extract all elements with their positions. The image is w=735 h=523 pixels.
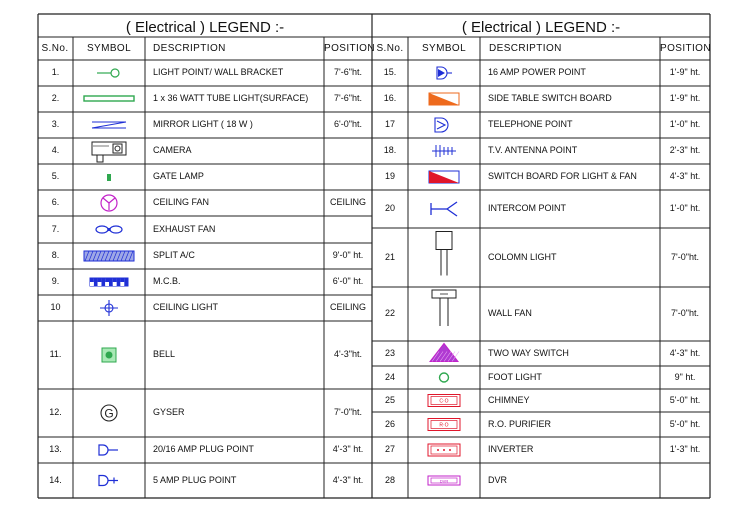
- mcb-icon: [90, 278, 128, 286]
- row-description: 5 AMP PLUG POINT: [153, 474, 237, 485]
- intercom-icon: [431, 202, 457, 216]
- row-sno: 2.: [51, 93, 60, 103]
- row-sno: 1.: [51, 67, 60, 77]
- row-sno: 23: [384, 347, 395, 358]
- row-position: 5'-0" ht.: [669, 418, 701, 429]
- light-point-icon: [97, 69, 119, 77]
- header-position-right: POSITION: [660, 43, 711, 54]
- switch-board-icon: [429, 171, 459, 183]
- row-position: 1'-9" ht.: [669, 93, 701, 103]
- foot-light-icon: [440, 373, 449, 382]
- row-sno: 26: [384, 418, 395, 429]
- chimney-icon: [428, 395, 460, 407]
- row-sno: 5.: [51, 171, 60, 181]
- row-position: 5'-0" ht.: [669, 394, 701, 405]
- row-sno: 19: [384, 171, 395, 181]
- row-sno: 18.: [383, 145, 397, 155]
- row-description: CAMERA: [153, 145, 192, 155]
- row-sno: 12.: [49, 407, 62, 417]
- row-sno: 14.: [49, 474, 62, 485]
- row-position: 6'-0"ht.: [334, 119, 362, 129]
- row-description: CEILING LIGHT: [153, 302, 219, 312]
- row-sno: 16.: [383, 93, 397, 103]
- bell-icon: [102, 348, 116, 362]
- ro-purifier-icon: [428, 419, 460, 431]
- exhaust-fan-icon: [96, 226, 122, 233]
- row-position: 1'-3" ht.: [669, 444, 701, 454]
- split-ac-icon: [84, 251, 134, 261]
- row-position: 4'-3" ht.: [332, 444, 364, 454]
- row-sno: 21: [384, 251, 395, 262]
- row-sno: 3.: [51, 119, 60, 129]
- row-description: COLOMN LIGHT: [488, 251, 557, 262]
- row-description: 16 AMP POWER POINT: [488, 67, 586, 77]
- row-position: 6'-0" ht.: [332, 276, 364, 286]
- tv-antenna-icon: [432, 145, 456, 157]
- row-position: 7'-0"ht.: [334, 407, 362, 417]
- header-description-left: DESCRIPTION: [153, 43, 226, 54]
- row-description: INVERTER: [488, 444, 534, 454]
- row-sno: 6.: [51, 197, 60, 207]
- row-sno: 9.: [51, 276, 60, 286]
- header-symbol-right: SYMBOL: [421, 43, 467, 54]
- camera-icon: [92, 142, 126, 162]
- row-position: 7'-6"ht.: [334, 93, 362, 103]
- row-position: 4'-3" ht.: [669, 171, 701, 181]
- row-sno: 24: [384, 371, 395, 382]
- plug-point-5-icon: [99, 476, 118, 486]
- icon-label: C·O: [439, 398, 449, 405]
- row-position: 4'-3" ht.: [669, 347, 701, 358]
- row-position: 1'-9" ht.: [669, 67, 701, 77]
- row-position: 4'-3"ht.: [334, 349, 362, 359]
- gate-lamp-icon: [107, 174, 111, 181]
- row-description: FOOT LIGHT: [488, 371, 542, 382]
- row-position: 9" ht.: [674, 371, 696, 382]
- row-sno: 20: [384, 203, 395, 213]
- row-description: SIDE TABLE SWITCH BOARD: [488, 93, 612, 103]
- row-description: T.V. ANTENNA POINT: [488, 145, 578, 155]
- row-description: DVR: [488, 474, 508, 485]
- row-description: EXHAUST FAN: [153, 223, 216, 234]
- row-sno: 28: [384, 474, 395, 485]
- column-light-icon: [436, 232, 452, 276]
- row-position: 9'-0" ht.: [332, 250, 364, 260]
- icon-label: R·O: [439, 422, 449, 429]
- two-way-switch-icon: [430, 344, 459, 362]
- row-sno: 10: [50, 302, 61, 312]
- row-sno: 11.: [49, 349, 62, 359]
- row-description: R.O. PURIFIER: [488, 418, 552, 429]
- row-position: 7'-6"ht.: [334, 67, 362, 77]
- row-description: M.C.B.: [153, 276, 181, 286]
- row-position: 1'-0" ht.: [669, 203, 701, 213]
- header-description-right: DESCRIPTION: [489, 43, 562, 54]
- row-sno: 13.: [49, 444, 62, 454]
- mirror-light-icon: [92, 122, 126, 128]
- header-sno-right: S.No.: [376, 43, 404, 54]
- row-sno: 25: [384, 394, 395, 405]
- row-description: WALL FAN: [488, 308, 532, 318]
- row-position: 4'-3" ht.: [332, 474, 364, 485]
- dvr-icon: [428, 476, 460, 485]
- row-description: LIGHT POINT/ WALL BRACKET: [153, 67, 284, 77]
- row-description: BELL: [153, 349, 176, 359]
- row-description: TWO WAY SWITCH: [488, 347, 569, 358]
- row-sno: 4.: [51, 145, 60, 155]
- row-description: SPLIT A/C: [153, 250, 195, 260]
- row-description: GYSER: [153, 407, 185, 417]
- row-sno: 15.: [383, 67, 397, 77]
- legend-title-left: ( Electrical ) LEGEND :-: [125, 19, 285, 36]
- ceiling-fan-icon: [101, 195, 117, 211]
- row-sno: 7.: [51, 223, 60, 234]
- row-sno: 17: [384, 119, 395, 129]
- row-position: CEILING: [329, 302, 366, 312]
- row-position: CEILING: [329, 197, 366, 207]
- row-sno: 22: [384, 308, 395, 318]
- row-description: 1 x 36 WATT TUBE LIGHT(SURFACE): [153, 93, 309, 103]
- icon-label: DVR: [439, 478, 449, 484]
- row-sno: 8.: [51, 250, 60, 260]
- row-position: 2'-3" ht.: [669, 145, 701, 155]
- side-table-switch-board-icon: [429, 93, 459, 105]
- geyser-letter: G: [104, 406, 114, 421]
- row-description: 20/16 AMP PLUG POINT: [153, 444, 254, 454]
- legend-title-right: ( Electrical ) LEGEND :-: [461, 19, 621, 36]
- row-description: INTERCOM POINT: [488, 203, 566, 213]
- wall-fan-icon: [432, 290, 456, 326]
- row-description: CHIMNEY: [488, 394, 530, 405]
- inverter-icon: [428, 444, 460, 456]
- row-description: TELEPHONE POINT: [488, 119, 573, 129]
- row-position: 7'-0"ht.: [671, 251, 699, 262]
- telephone-point-icon: [435, 118, 448, 132]
- power-point-16-icon: [437, 67, 452, 79]
- row-description: SWITCH BOARD FOR LIGHT & FAN: [488, 171, 637, 181]
- row-sno: 27: [384, 444, 395, 454]
- plug-point-20-16-icon: [99, 445, 118, 455]
- row-description: CEILING FAN: [153, 197, 210, 207]
- geyser-icon: [101, 405, 117, 421]
- header-symbol-left: SYMBOL: [86, 43, 132, 54]
- tube-light-icon: [84, 96, 134, 101]
- ceiling-light-icon: [100, 300, 118, 316]
- row-position: 7'-0"ht.: [671, 308, 699, 318]
- header-position-left: POSITION: [324, 43, 375, 54]
- row-position: 1'-0" ht.: [669, 119, 701, 129]
- header-sno-left: S.No.: [41, 43, 69, 54]
- row-description: GATE LAMP: [153, 171, 204, 181]
- row-description: MIRROR LIGHT ( 18 W ): [153, 119, 253, 129]
